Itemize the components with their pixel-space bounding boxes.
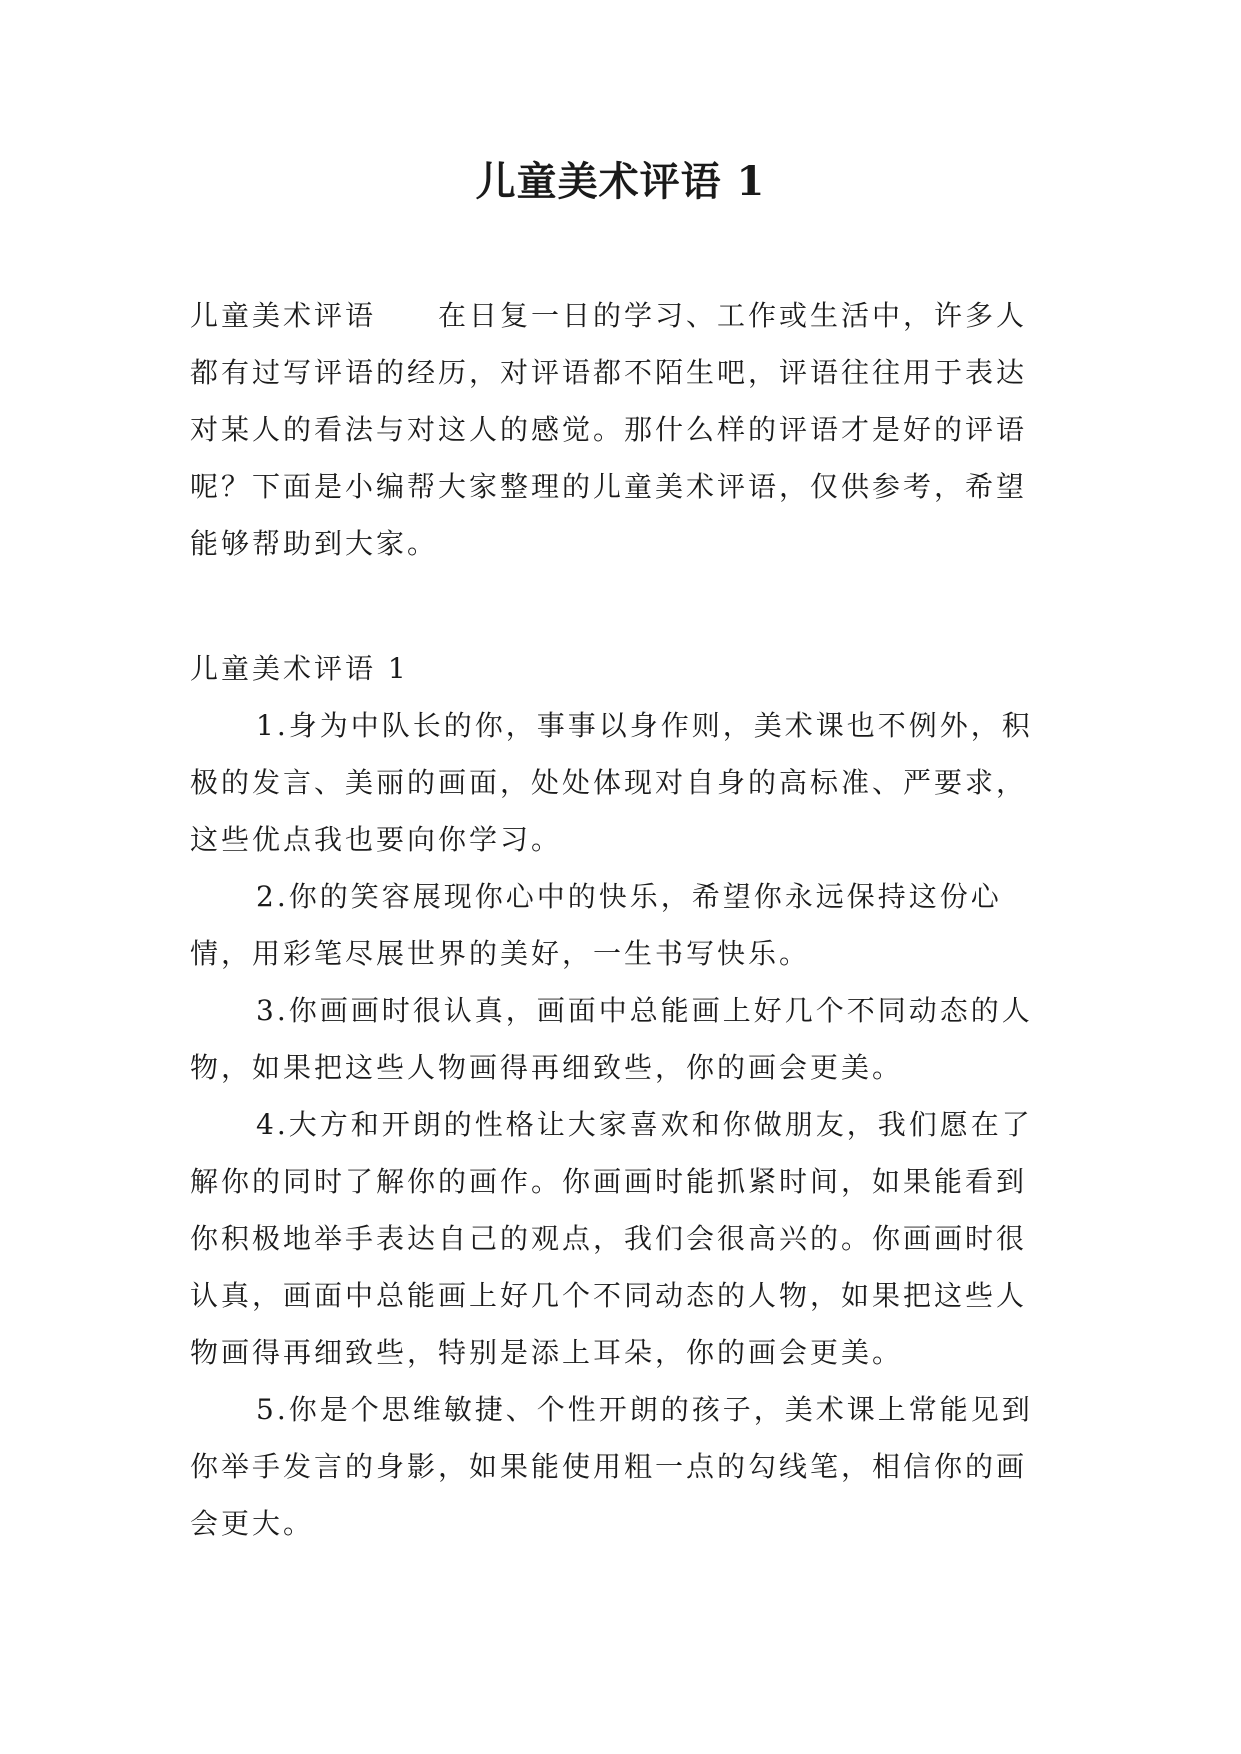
intro-text: 儿童美术评语 在日复一日的学习、工作或生活中，许多人都有过写评语的经历，对评语都不陌生吧，评语往往用于表达对某人的看法与对这人的感觉。那什么样的评语才是好的评语呢？下面是小编帮大家整理的儿童美术评语，仅供参考，希望能够帮助到大家。 — [190, 299, 1028, 560]
document-title: 儿童美术评语 1 — [475, 158, 766, 205]
intro-paragraph — [190, 287, 1050, 572]
comment-item-2: 2.你的笑容展现你心中的快乐，希望你永远保持这份心情，用彩笔尽展世界的美好，一生书写快乐。 — [190, 880, 1002, 970]
comment-item-4: 4.大方和开朗的性格让大家喜欢和你做朋友，我们愿在了解你的同时了解你的画作。你画画时能抓紧时间，如果能看到你积极地举手表达自己的观点，我们会很高兴的。你画画时很认真，画面中总能画上好几个不同动态的人物，如果把这些人物画得再细致些，特别是添上耳朵，你的画会更美。 — [190, 1108, 1033, 1369]
comment-item-3: 3.你画画时很认真，画面中总能画上好几个不同动态的人物，如果把这些人物画得再细致些，你的画会更美。 — [190, 994, 1033, 1084]
comment-list — [190, 697, 1050, 1552]
comment-item-5: 5.你是个思维敏捷、个性开朗的孩子，美术课上常能见到你举手发言的身影，如果能使用粗一点的勾线笔，相信你的画会更大。 — [190, 1393, 1033, 1540]
section-heading: 儿童美术评语 1 — [190, 652, 409, 685]
comment-item-1: 1.身为中队长的你，事事以身作则，美术课也不例外，积极的发言、美丽的画面，处处体现对自身的高标准、严要求，这些优点我也要向你学习。 — [190, 709, 1033, 856]
